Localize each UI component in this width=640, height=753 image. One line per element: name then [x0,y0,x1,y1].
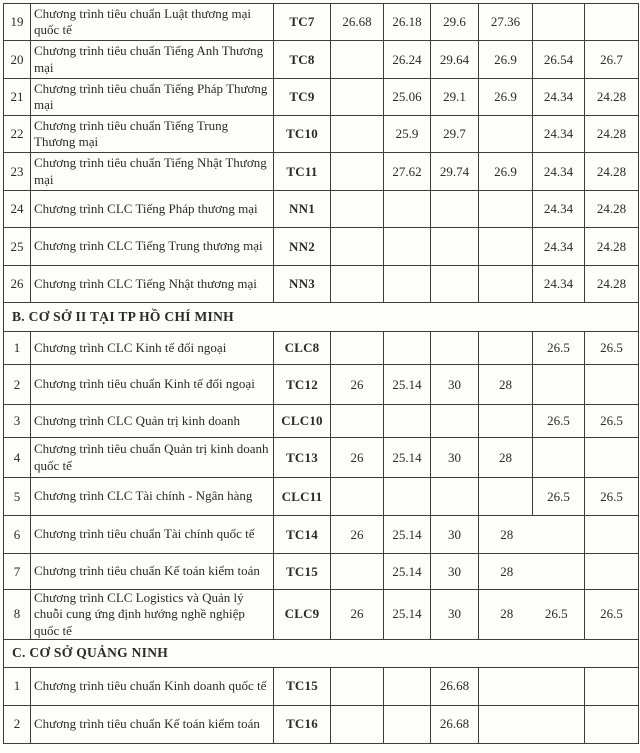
row-number-cell: 26 [4,266,31,303]
score-cell [384,478,431,516]
row-number-cell: 2 [4,705,31,743]
program-code-cell: TC15 [274,667,331,705]
program-code-cell: TC10 [274,116,331,153]
score-cell [331,41,384,79]
score-cell: 30 [431,554,479,590]
score-cell [384,332,431,365]
table-row [4,705,639,743]
score-cell: 26.68 [431,667,479,705]
program-name-cell: Chương trình tiêu chuẩn Kinh doanh quốc tế [31,667,274,705]
program-name-cell: Chương trình CLC Tài chính - Ngân hàng [31,478,274,516]
program-code-cell: NN2 [274,228,331,266]
score-cell [479,332,533,365]
score-cell: 26.5 [533,478,585,516]
score-cell: 26.5 [533,332,585,365]
section-header: C. CƠ SỞ QUẢNG NINH [4,639,639,667]
table-row [4,478,639,516]
program-code-cell: NN1 [274,191,331,228]
score-cell: 27.62 [384,153,431,191]
score-cell: 26.54 [533,41,585,79]
program-name-cell: Chương trình tiêu chuẩn Luật thương mại quốc tế [31,4,274,41]
score-cell [479,405,533,438]
section-header-row [4,639,639,667]
score-cell [585,554,639,590]
program-name-cell: Chương trình CLC Quản trị kinh doanh [31,405,274,438]
score-cell [479,116,533,153]
program-code-cell: CLC11 [274,478,331,516]
score-cell: 24.28 [585,116,639,153]
program-name-cell: Chương trình tiêu chuẩn Quản trị kinh doanh quốc tế [31,438,274,478]
score-cell [479,266,533,303]
table-row [4,228,639,266]
score-cell [331,191,384,228]
score-pair-left: 28 [500,606,514,622]
row-number-cell: 21 [4,79,31,116]
score-cell [331,705,384,743]
score-cell: 24.28 [585,191,639,228]
score-pair-cell [479,516,585,554]
score-cell [431,405,479,438]
program-code-cell: TC14 [274,516,331,554]
table-row [4,153,639,191]
score-cell: 26.68 [431,705,479,743]
table-row [4,667,639,705]
score-cell [533,4,585,41]
table-row [4,516,639,554]
score-cell: 24.34 [533,266,585,303]
score-cell: 24.34 [533,79,585,116]
score-cell [585,438,639,478]
score-cell [384,705,431,743]
program-name-cell: Chương trình tiêu chuẩn Tiếng Trung Thương mại [31,116,274,153]
score-cell: 26.5 [533,405,585,438]
score-cell: 25.14 [384,554,431,590]
program-name-cell: Chương trình CLC Tiếng Pháp thương mại [31,191,274,228]
table-row [4,191,639,228]
score-cell: 28 [479,438,533,478]
program-name-cell: Chương trình CLC Tiếng Nhật thương mại [31,266,274,303]
score-cell [331,228,384,266]
score-cell [384,667,431,705]
table-row [4,332,639,365]
score-pair-cell [479,705,585,743]
score-cell: 25.14 [384,516,431,554]
score-cell [331,116,384,153]
score-cell: 25.14 [384,590,431,640]
score-cell: 26 [331,365,384,405]
score-cell [585,667,639,705]
score-cell: 25.14 [384,365,431,405]
program-name-cell: Chương trình tiêu chuẩn Kinh tế đối ngoại [31,365,274,405]
program-name-cell: Chương trình tiêu chuẩn Kế toán kiểm toán [31,705,274,743]
score-cell [431,478,479,516]
row-number-cell: 8 [4,590,31,640]
table-row [4,554,639,590]
score-pair-right [532,527,582,543]
program-code-cell: TC13 [274,438,331,478]
score-cell: 26.7 [585,41,639,79]
score-cell [431,266,479,303]
score-pair-cell [479,590,585,640]
score-cell: 24.28 [585,79,639,116]
score-cell: 25.14 [384,438,431,478]
score-cell: 26.18 [384,4,431,41]
program-name-cell: Chương trình tiêu chuẩn Tiếng Nhật Thương mại [31,153,274,191]
score-cell [384,191,431,228]
score-cell: 29.6 [431,4,479,41]
score-cell: 26.5 [585,590,639,640]
score-cell: 26.9 [479,41,533,79]
score-cell: 25.9 [384,116,431,153]
score-cell: 24.34 [533,153,585,191]
row-number-cell: 23 [4,153,31,191]
score-cell [479,478,533,516]
score-cell: 26.5 [585,478,639,516]
score-pair-right: 26.5 [544,606,568,622]
score-cell [331,153,384,191]
score-cell [331,554,384,590]
score-cell: 25.06 [384,79,431,116]
score-cell: 30 [431,516,479,554]
table-row [4,116,639,153]
score-cell: 29.64 [431,41,479,79]
score-cell [585,365,639,405]
score-cell [331,79,384,116]
score-cell: 26.24 [384,41,431,79]
score-cell [533,438,585,478]
score-cell [384,266,431,303]
program-code-cell: CLC8 [274,332,331,365]
score-cell [331,667,384,705]
score-cell: 26.9 [479,153,533,191]
score-cell [585,705,639,743]
score-cell: 26.9 [479,79,533,116]
table-row [4,266,639,303]
row-number-cell: 19 [4,4,31,41]
score-cell: 26 [331,590,384,640]
score-cell: 24.34 [533,228,585,266]
score-cell: 30 [431,590,479,640]
score-cell [479,228,533,266]
table-row [4,365,639,405]
score-cell: 26 [331,438,384,478]
score-pair-cell [479,554,585,590]
program-code-cell: TC16 [274,705,331,743]
program-code-cell: TC11 [274,153,331,191]
score-pair-left: 28 [500,526,514,542]
program-name-cell: Chương trình CLC Tiếng Trung thương mại [31,228,274,266]
program-code-cell: TC15 [274,554,331,590]
program-name-cell: Chương trình tiêu chuẩn Tài chính quốc tế [31,516,274,554]
row-number-cell: 6 [4,516,31,554]
score-cell [331,405,384,438]
score-cell: 24.28 [585,153,639,191]
program-code-cell: CLC10 [274,405,331,438]
row-number-cell: 7 [4,554,31,590]
row-number-cell: 20 [4,41,31,79]
row-number-cell: 1 [4,332,31,365]
score-cell: 30 [431,365,479,405]
score-cell [384,405,431,438]
table-row [4,405,639,438]
row-number-cell: 5 [4,478,31,516]
program-name-cell: Chương trình CLC Logistics và Quản lý chuỗi cung ứng định hướng nghề nghiệp quốc tế [31,590,274,640]
score-cell: 27.36 [479,4,533,41]
section-header-row [4,303,639,332]
admission-scores-table [3,3,639,744]
program-code-cell: TC8 [274,41,331,79]
table-row [4,590,639,640]
score-cell: 26.5 [585,405,639,438]
score-cell: 24.34 [533,116,585,153]
score-cell [431,228,479,266]
row-number-cell: 22 [4,116,31,153]
row-number-cell: 24 [4,191,31,228]
score-cell [331,332,384,365]
score-pair-right [532,564,582,580]
table-row [4,79,639,116]
score-cell [533,365,585,405]
row-number-cell: 4 [4,438,31,478]
row-number-cell: 2 [4,365,31,405]
program-code-cell: TC9 [274,79,331,116]
row-number-cell: 1 [4,667,31,705]
score-cell [331,266,384,303]
score-cell: 24.28 [585,228,639,266]
score-cell [431,191,479,228]
program-name-cell: Chương trình tiêu chuẩn Kế toán kiểm toán [31,554,274,590]
score-cell: 26.5 [585,332,639,365]
table-row [4,4,639,41]
score-cell: 26.68 [331,4,384,41]
score-cell: 29.74 [431,153,479,191]
score-cell: 29.7 [431,116,479,153]
table-row [4,41,639,79]
score-cell [384,228,431,266]
row-number-cell: 25 [4,228,31,266]
score-pair-cell [479,667,585,705]
score-cell: 29.1 [431,79,479,116]
score-cell: 30 [431,438,479,478]
score-cell: 24.34 [533,191,585,228]
program-name-cell: Chương trình CLC Kinh tế đối ngoại [31,332,274,365]
program-code-cell: TC7 [274,4,331,41]
score-cell [585,4,639,41]
section-header: B. CƠ SỞ II TẠI TP HỒ CHÍ MINH [4,303,639,332]
table-row [4,438,639,478]
score-cell: 26 [331,516,384,554]
program-code-cell: CLC9 [274,590,331,640]
program-code-cell: TC12 [274,365,331,405]
score-cell: 28 [479,365,533,405]
program-code-cell: NN3 [274,266,331,303]
program-name-cell: Chương trình tiêu chuẩn Tiếng Pháp Thương mại [31,79,274,116]
score-cell: 24.28 [585,266,639,303]
row-number-cell: 3 [4,405,31,438]
score-cell [585,516,639,554]
program-name-cell: Chương trình tiêu chuẩn Tiếng Anh Thương mại [31,41,274,79]
score-pair-left: 28 [500,563,514,579]
score-cell [431,332,479,365]
score-cell [479,191,533,228]
score-cell [331,478,384,516]
